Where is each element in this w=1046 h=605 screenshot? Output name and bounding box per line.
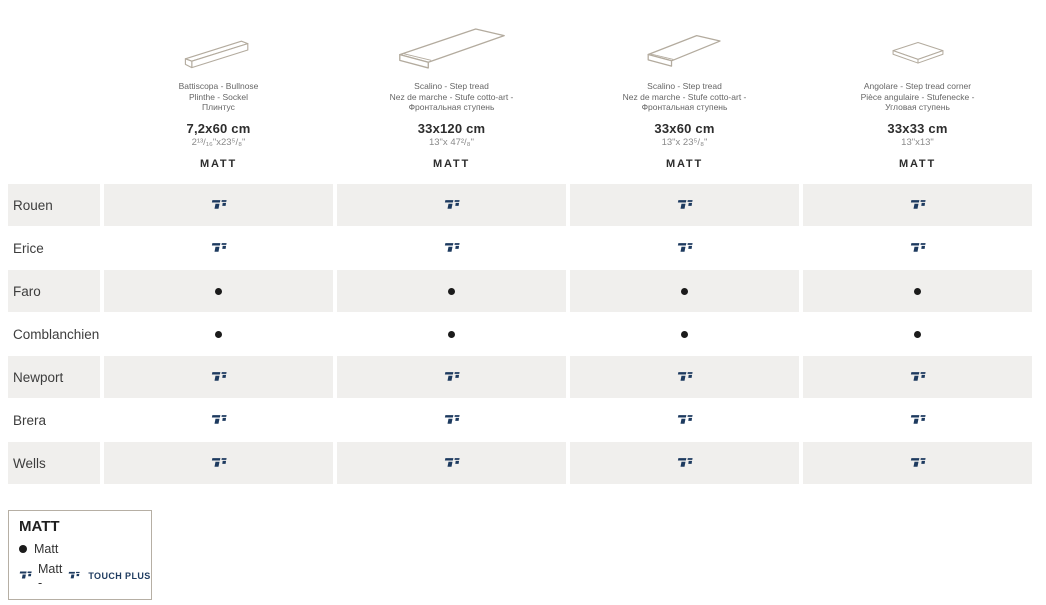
touch-plus-icon (444, 199, 460, 211)
format-size-cm: 33x120 cm (417, 120, 486, 136)
format-names (861, 81, 975, 113)
matrix-cell-touch (570, 399, 799, 441)
format-name-line: Scalino - Step tread (647, 81, 722, 91)
touch-plus-icon (444, 242, 460, 254)
touch-plus-wordmark: TOUCH PLUS (88, 571, 151, 581)
touch-plus-icon (19, 571, 32, 580)
matrix-cell-touch (104, 399, 333, 441)
collection-row-label: Wells (8, 442, 100, 484)
format-name-line: Nez de marche - Stufe cotto-art - (389, 91, 514, 102)
touch-plus-icon (677, 371, 693, 383)
touch-plus-icon (211, 414, 227, 426)
matt-dot-icon (681, 331, 688, 338)
bullnose-skirting-drawing (179, 36, 259, 72)
touch-plus-icon (677, 199, 693, 211)
collection-row-label: Faro (8, 270, 100, 312)
matrix-cell-touch (104, 356, 333, 398)
format-column-header-scalino-120 (337, 8, 566, 170)
matrix-cell-touch (104, 442, 333, 484)
matt-dot-icon (215, 288, 222, 295)
step-tread-corner-drawing (885, 38, 951, 72)
finish-legend-box (8, 510, 152, 600)
matrix-cell-touch (803, 356, 1032, 398)
step-tread-long-drawing (396, 24, 508, 72)
format-size-cm: 7,2x60 cm (186, 120, 251, 136)
format-name-line: Угловая ступень (885, 102, 950, 112)
matrix-cell-touch (337, 184, 566, 226)
header-spacer (8, 8, 100, 170)
format-name-line: Scalino - Step tread (414, 81, 489, 91)
format-name-line: Battiscopa - Bullnose (178, 81, 259, 91)
format-column-header-angolare (803, 8, 1032, 170)
touch-plus-icon (211, 199, 227, 211)
format-name-line: Фронтальная ступень (641, 102, 728, 112)
matrix-cell-touch (803, 184, 1032, 226)
touch-plus-icon (211, 457, 227, 469)
matrix-cell-dot (337, 270, 566, 312)
format-finish-label: MATT (433, 157, 470, 170)
touch-plus-icon (211, 371, 227, 383)
matrix-cell-touch (570, 227, 799, 269)
availability-matrix (8, 184, 1032, 484)
matrix-cell-dot (104, 270, 333, 312)
format-size-inches: 13"x 23⁵/₈" (661, 136, 708, 148)
touch-plus-icon (444, 371, 460, 383)
matt-dot-icon (448, 331, 455, 338)
format-name-line: Плинтус (202, 102, 235, 112)
format-illustration (337, 8, 566, 72)
touch-plus-icon (211, 242, 227, 254)
collection-row-label: Comblanchien (13, 326, 100, 342)
format-name-line: Pièce angulaire - Stufenecke - (860, 91, 975, 102)
format-finish-label: MATT (666, 157, 703, 170)
format-header-row (8, 8, 1032, 170)
matrix-cell-dot (104, 313, 333, 355)
legend-item (19, 542, 141, 556)
touch-plus-icon (910, 371, 926, 383)
format-name-line: Angolare - Step tread corner (863, 81, 972, 91)
format-names (179, 81, 259, 113)
format-column-header-battiscopa (104, 8, 333, 170)
matrix-cell-touch (803, 442, 1032, 484)
matrix-cell-touch (104, 184, 333, 226)
format-finish-label: MATT (200, 157, 237, 170)
format-names (390, 81, 514, 113)
format-name-line: Фронтальная ступень (408, 102, 495, 112)
format-illustration (104, 8, 333, 72)
format-size-cm: 33x33 cm (887, 120, 948, 136)
matt-dot-icon (448, 288, 455, 295)
matt-dot-icon (19, 545, 27, 553)
format-size-inches: 13"x13" (901, 136, 934, 148)
touch-plus-icon (910, 199, 926, 211)
matt-dot-icon (914, 288, 921, 295)
matrix-cell-touch (337, 399, 566, 441)
matrix-cell-touch (337, 442, 566, 484)
format-size-cm: 33x60 cm (654, 120, 715, 136)
matrix-cell-touch (803, 227, 1032, 269)
step-tread-short-drawing (641, 28, 729, 72)
matrix-cell-dot (803, 313, 1032, 355)
collection-row-label: Brera (13, 412, 47, 428)
matrix-cell-touch (570, 184, 799, 226)
format-illustration (803, 8, 1032, 72)
touch-plus-icon (444, 414, 460, 426)
format-name-line: Nez de marche - Stufe cotto-art - (622, 91, 747, 102)
matrix-cell-dot (570, 313, 799, 355)
touch-plus-icon (910, 242, 926, 254)
matrix-cell-touch (570, 356, 799, 398)
legend-item (19, 562, 151, 590)
format-column-header-scalino-60 (570, 8, 799, 170)
legend-item-label: Matt (34, 542, 59, 556)
collection-row-label: Newport (8, 356, 100, 398)
touch-plus-icon (677, 414, 693, 426)
matrix-cell-dot (570, 270, 799, 312)
matrix-cell-touch (104, 227, 333, 269)
collection-row-label: Rouen (8, 184, 100, 226)
format-names (623, 81, 747, 113)
matrix-cell-touch (803, 399, 1032, 441)
touch-plus-icon (677, 457, 693, 469)
legend-item-label: Matt - (38, 562, 63, 590)
matrix-cell-touch (337, 356, 566, 398)
format-size-inches: 2¹³/₁₆"x23⁵/₈" (191, 136, 246, 148)
matrix-cell-dot (337, 313, 566, 355)
format-name-line: Plinthe - Sockel (188, 91, 249, 102)
format-size-inches: 13"x 47²/₈" (428, 136, 474, 148)
touch-plus-icon (910, 457, 926, 469)
legend-title: MATT (19, 518, 60, 535)
matrix-cell-dot (803, 270, 1032, 312)
format-finish-label: MATT (899, 157, 936, 170)
matt-dot-icon (914, 331, 921, 338)
touch-plus-icon (677, 242, 693, 254)
collection-row-label: Erice (13, 240, 44, 256)
touch-plus-icon (444, 457, 460, 469)
matt-dot-icon (681, 288, 688, 295)
touch-plus-icon (910, 414, 926, 426)
matt-dot-icon (215, 331, 222, 338)
touch-plus-icon (68, 571, 80, 580)
matrix-cell-touch (570, 442, 799, 484)
matrix-cell-touch (337, 227, 566, 269)
format-illustration (570, 8, 799, 72)
